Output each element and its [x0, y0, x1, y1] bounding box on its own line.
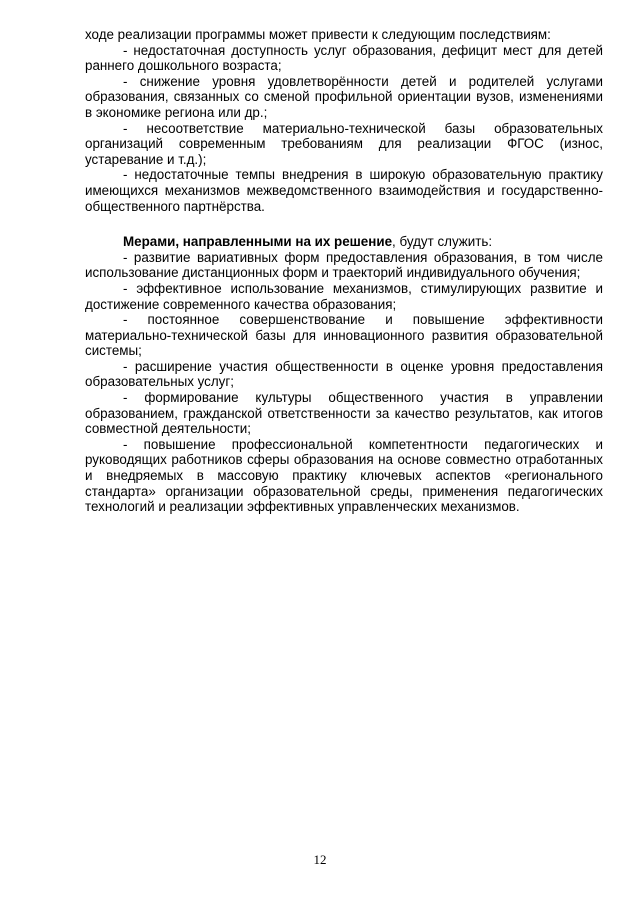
- list-item: - эффективное использование механизмов, стимулирующих развитие и достижение современного качества образования;: [85, 280, 603, 312]
- list-item: - повышение профессиональной компетентности педагогических и руководящих работников сферы образования на основе совместно отработанных и внедряемых в массовую практику ключевых аспектов «регионального стандарта» организации образовательной среды, применения педагогических технологий и реализации эффективных управленческих механизмов.: [85, 436, 603, 515]
- list-item: - постоянное совершенствование и повышение эффективности материально-технической базы для инновационного развития образовательной системы;: [85, 312, 603, 359]
- document-body: [85, 27, 603, 515]
- list-item: - недостаточные темпы внедрения в широкую образовательную практику имеющихся механизмов межведомственного взаимодействия и государственно-общественного партнёрства.: [85, 167, 603, 214]
- list-item: - развитие вариативных форм предоставления образования, в том числе использование дистанционных форм и траекторий индивидуального обучения;: [85, 249, 603, 281]
- list-item: - формирование культуры общественного участия в управлении образованием, гражданской ответственности за качество результатов, как итогов совместной деятельности;: [85, 390, 603, 437]
- measures-heading: [85, 234, 603, 250]
- paragraph-gap: [85, 214, 603, 234]
- list-item: - несоответствие материально-технической базы образовательных организаций современным требованиям для реализации ФГОС (износ, устаревание и т.д.);: [85, 120, 603, 167]
- list-item: - снижение уровня удовлетворённости детей и родителей услугами образования, связанных со сменой профильной ориентации вузов, изменениями в экономике региона или др.;: [85, 73, 603, 120]
- list-item: - расширение участия общественности в оценке уровня предоставления образовательных услуг;: [85, 358, 603, 390]
- measures-heading-bold: Мерами, направленными на их решение: [123, 234, 393, 250]
- paragraph-continuation: ходе реализации программы может привести к следующим последствиям:: [85, 27, 551, 42]
- list-item: - недостаточная доступность услуг образования, дефицит мест для детей раннего дошкольного возраста;: [85, 42, 603, 74]
- measures-heading-rest: , будут служить:: [392, 234, 493, 250]
- page-number: 12: [313, 852, 327, 867]
